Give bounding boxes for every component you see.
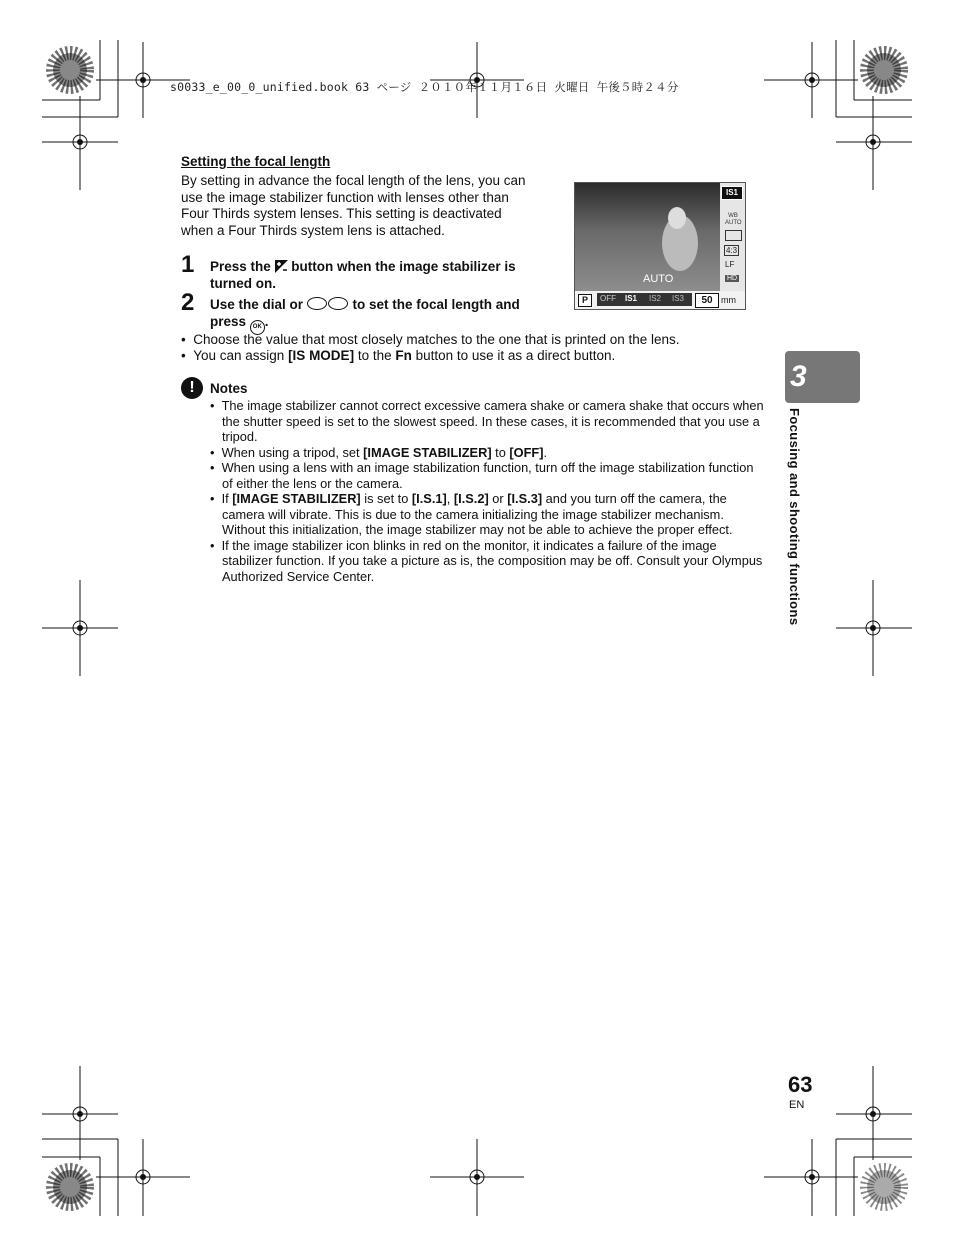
step-text-part: Use the dial or (210, 297, 307, 312)
quality-icon: LF (725, 260, 735, 269)
bullet-text: Fn (395, 348, 412, 363)
notes-list (210, 398, 765, 584)
list-item: • If the image stabilizer icon blinks in red on the monitor, it indicates a failure of the image stabilizer function. If you take a picture as is, the composition may be off. Consult your Olympus Authorized Service Center. (210, 537, 763, 584)
ok-button-icon: OK (250, 320, 265, 335)
bullet-text: button to use it as a direct button. (411, 348, 616, 363)
section-title: Setting the focal length (181, 154, 331, 169)
note-text: [OFF] (509, 444, 544, 460)
is-option-3: IS3 (672, 294, 685, 303)
note-text: [IMAGE STABILIZER] (363, 444, 492, 460)
mode-p-icon: P (578, 294, 592, 307)
note-text: or (488, 491, 508, 506)
note-text: . (543, 444, 548, 460)
note-text: is set to (360, 491, 412, 506)
note-text: When using a tripod, set (221, 444, 364, 460)
step-1-text (210, 259, 550, 292)
bullet-text: [IS MODE] (288, 348, 355, 363)
intro-line: when a Four Thirds system lens is attached. (181, 222, 445, 238)
arrow-down-icon (328, 297, 348, 310)
note-text: [I.S.2] (453, 491, 489, 506)
wb-icon: WB AUTO (725, 213, 742, 226)
list-item: • Choose the value that most closely matches to the one that is printed on the lens. (181, 332, 680, 347)
step-text-part: to set the focal length and press (210, 297, 520, 329)
list-item: • When using a tripod, set [IMAGE STABILIZER] to [OFF]. (210, 444, 548, 460)
list-item: • When using a lens with an image stabilization function, turn off the image stabilization function of either the lens or the camera. (210, 460, 754, 491)
step-2-text (210, 297, 550, 335)
notes-title: Notes (210, 381, 248, 396)
caution-icon: ! (181, 377, 203, 399)
note-text: [I.S.3] (507, 491, 543, 506)
chapter-label: Focusing and shooting functions (787, 408, 802, 626)
is-option-off: OFF (600, 294, 616, 303)
step-number: 2 (181, 289, 195, 316)
list-item: • If [IMAGE STABILIZER] is set to [I.S.1], [I.S.2] or [I.S.3] and you turn off the camera, the camera will vibrate. This is due to the camera initializing the image stabilizer mechanism. Without this initialization, the image stabilizer may not be able to achieve the proper effect. (210, 491, 733, 537)
note-text: , (446, 491, 454, 506)
bullet-text: to the (354, 348, 396, 363)
bullet-text: Choose the value that most closely matches to the one that is printed on the lens. (193, 332, 680, 347)
exposure-compensation-icon (275, 260, 288, 273)
note-text: When using a lens with an image stabilization function, turn off the image stabilization function of either the lens or the camera. (221, 460, 754, 491)
page-number: 63 (788, 1072, 813, 1097)
is-option-1: IS1 (625, 294, 638, 303)
note-text: The image stabilizer cannot correct excessive camera shake or camera shake that occurs when the shutter speed is set to the slowest speed. In these cases, it is recommended that you use a tripod. (221, 398, 764, 444)
chapter-number: 3 (790, 360, 807, 393)
camera-monitor-illustration (574, 182, 746, 310)
note-text: and you turn off the camera, the camera will vibrate. This is due to the camera initializing the image stabilizer mechanism. Without this initialization, the image stabilizer may not be able to achieve the proper effect. (222, 491, 733, 537)
focal-length-unit: mm (721, 295, 736, 305)
note-text: to (491, 444, 510, 460)
is-mode-icon: IS1 (721, 186, 743, 200)
frame-icon (725, 230, 742, 241)
list-item: • You can assign [IS MODE] to the Fn button to use it as a direct button. (181, 348, 616, 363)
bullet-list (181, 332, 761, 364)
file-header: s0033_e_00_0_unified.book 63 ページ ２０１０年１１月１６日 火曜日 午後５時２４分 (170, 80, 679, 94)
note-text: If (221, 491, 233, 506)
intro-line: use the image stabilizer function with lenses other than (181, 189, 509, 205)
note-text: If the image stabilizer icon blinks in red on the monitor, it indicates a failure of the image stabilizer function. If you take a picture as is, the composition may be off. Consult your Olympus Authorized Service Center. (221, 537, 763, 584)
language-code: EN (789, 1099, 805, 1111)
auto-label: AUTO (643, 273, 674, 285)
step-text-part: Press the (210, 259, 275, 274)
bullet-text: You can assign (193, 348, 289, 363)
photo-background (575, 183, 745, 309)
note-text: [IMAGE STABILIZER] (232, 491, 361, 506)
intro-paragraph (181, 173, 561, 239)
arrow-up-icon (307, 297, 327, 310)
list-item: • The image stabilizer cannot correct excessive camera shake or camera shake that occurs when the shutter speed is set to the slowest speed. In these cases, it is recommended that you use a tripod. (210, 398, 764, 444)
intro-line: By setting in advance the focal length of the lens, you can (181, 173, 526, 188)
intro-line: Four Thirds system lenses. This setting is deactivated (181, 206, 502, 221)
step-text-part: . (264, 313, 269, 329)
step-number: 1 (181, 251, 195, 278)
is-option-2: IS2 (649, 294, 662, 303)
aspect-ratio-icon: 4:3 (726, 246, 738, 255)
focal-length-value: 50 (695, 293, 719, 308)
step-text-part: button when the image stabilizer is turned on. (210, 259, 516, 291)
is-options-bar (597, 293, 692, 306)
hd-icon: HD (727, 275, 738, 282)
note-text: [I.S.1] (411, 491, 447, 506)
